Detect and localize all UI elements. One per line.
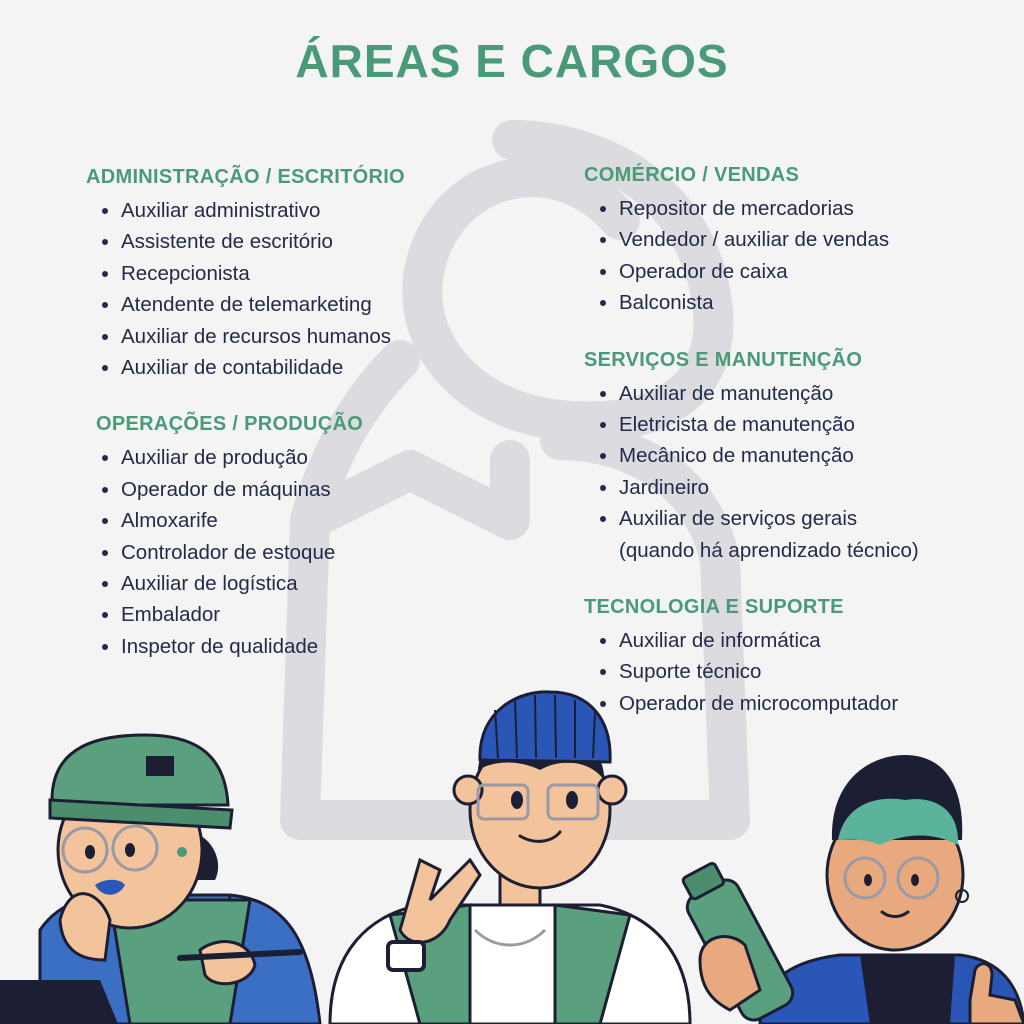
section-heading: SERVIÇOS E MANUTENÇÃO: [584, 348, 863, 371]
list-item: Auxiliar de manutenção: [600, 378, 1004, 409]
list-item: Jardineiro: [600, 472, 1004, 503]
list-item: Controlador de estoque: [102, 537, 516, 568]
list-item: Suporte técnico: [600, 656, 1004, 687]
list-item: Auxiliar de produção: [102, 442, 516, 473]
person-beanie-green: [0, 735, 320, 1024]
laptop-icon: [0, 980, 118, 1024]
list-item: Mecânico de manutenção: [600, 440, 1004, 471]
list-item: Eletricista de manutenção: [600, 409, 1004, 440]
page-title: ÁREAS E CARGOS: [295, 35, 729, 87]
list-item: Auxiliar de recursos humanos: [102, 321, 516, 352]
list-item: Repositor de mercadorias: [600, 193, 1004, 224]
list-item: Inspetor de qualidade: [102, 631, 516, 662]
list-item: Almoxarife: [102, 505, 516, 536]
list-item-text: Auxiliar de serviços gerais: [619, 507, 858, 531]
list-item: Atendente de telemarketing: [102, 289, 516, 320]
list-item: Recepcionista: [102, 258, 516, 289]
list-item: Auxiliar de contabilidade: [102, 352, 516, 383]
list-item: Operador de máquinas: [102, 474, 516, 505]
list-item-note: (quando há aprendizado técnico): [619, 538, 919, 562]
list-item: Auxiliar de informática: [600, 625, 1004, 656]
person-beanie-black: [673, 755, 1024, 1024]
list-item: Balconista: [600, 287, 1004, 318]
section-heading: OPERAÇÕES / PRODUÇÃO: [96, 413, 364, 436]
list-item: Auxiliar administrativo: [102, 195, 516, 226]
section-heading: TECNOLOGIA E SUPORTE: [584, 596, 844, 619]
list-item: Embalador: [102, 599, 516, 630]
section-heading: COMÉRCIO / VENDAS: [584, 164, 800, 186]
list-item: Vendedor / auxiliar de vendas: [600, 224, 1004, 255]
person-beanie-blue: [330, 692, 690, 1024]
smartwatch-icon: [388, 942, 424, 970]
list-item: Assistente de escritório: [102, 226, 516, 257]
list-item: Auxiliar de logística: [102, 568, 516, 599]
list-item: Operador de caixa: [600, 256, 1004, 287]
section-heading: ADMINISTRAÇÃO / ESCRITÓRIO: [86, 166, 405, 188]
list-item: Operador de microcomputador: [600, 688, 1004, 719]
